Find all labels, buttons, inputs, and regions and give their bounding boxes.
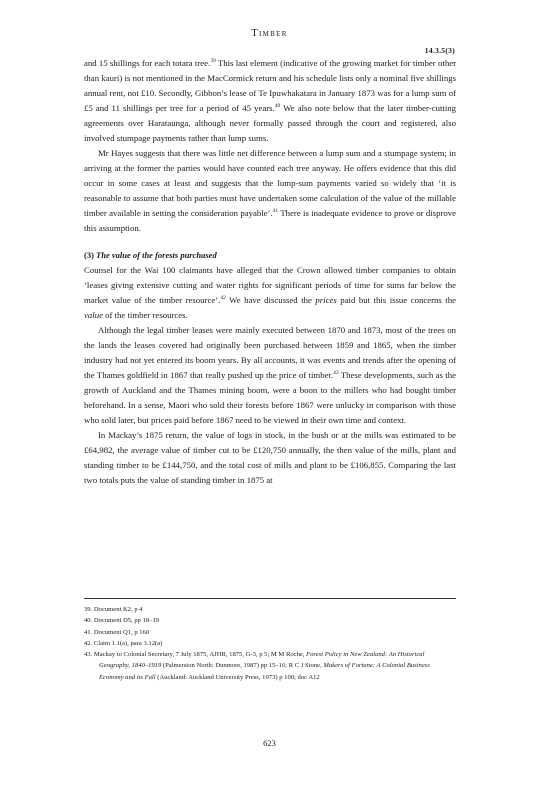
italic-text: Makers of Fortune: A Colonial Business Economy and its Fall (99, 662, 430, 681)
footnote-divider (84, 598, 456, 599)
footnote (84, 615, 456, 626)
text-run: 42. Claim 1.1(a), para 3.12(a) (84, 639, 163, 647)
text-run: This last element (indicative of the growing market for timber other than kauri) is not mentioned in the MacCormick return and his schedule lists only a nominal five shillings annual rent, not £10. Secondly, Gibbon’s lease of Te Ipuwhakatara in January 1873 was for a lump sum of £5 and 11 shillings per tree for a period of 45 years. (84, 58, 456, 113)
text-run: We have discussed the (225, 295, 316, 305)
text-run: These developments, such as the growth of Auckland and the Thames mining boom, were a boon to the millers who had bought timber beforehand. In a sense, Maori who sold their forests before 1867 were unlucky in comparison with those who sold later, but prices paid before 1867 need to be viewed in their own time and context. (84, 370, 456, 425)
subheading-number: (3) (84, 250, 94, 260)
footnote (84, 627, 456, 638)
text-run: and 15 shillings for each totara tree. (84, 58, 211, 68)
text-run: 41. Document Q1, p 160 (84, 628, 150, 636)
footnote-ref: 39 (210, 58, 216, 64)
paragraph (84, 428, 456, 488)
subheading-title: The value of the forests purchased (96, 250, 217, 260)
footnote-ref: 42 (220, 295, 226, 301)
text-run: Mr Hayes suggests that there was little net difference between a lump sum and a stumpage system; in arriving at the former the parties would have counted each tree anyway. He offers evidence that this did occur in some cases at least and suggests that the lump-sum payments varied so widely that ‘it is reasonable to assume that both parties must have undertaken some calculation of the value of the millable timber available in setting the consideration payable’. (84, 148, 456, 218)
footnote-ref: 40 (274, 103, 281, 109)
footnote (84, 638, 456, 649)
paragraph (84, 146, 456, 236)
body-text (84, 56, 456, 488)
italic-text: Forest Policy in New Zealand: An Historical Geography, 1840–1919 (99, 651, 425, 670)
paragraph (84, 263, 456, 323)
running-title: Timber (251, 28, 288, 39)
text-run: paid but this issue concerns the (336, 295, 456, 305)
section-reference: 14.3.5(3) (424, 46, 455, 55)
paragraph (84, 323, 456, 428)
text-run: Although the legal timber leases were mainly executed between 1870 and 1873, most of the trees on the lands the leases covered had originally been purchased between 1859 and 1865, when the timber industry had not yet entered its boom years. By all accounts, it was events and trends after the opening of the Thames goldfield in 1867 that really pushed up the price of timber. (84, 325, 456, 380)
text-run: of the timber resources. (102, 310, 188, 320)
text-run: (Auckland: Auckland University Press, 1973) p 100; doc A12 (155, 673, 320, 681)
page-number: 623 (263, 738, 276, 748)
section-subheading (84, 248, 456, 263)
text-run: 39. Document K2, p 4 (84, 606, 143, 613)
italic-text: prices (315, 295, 337, 305)
italic-text: value (84, 310, 103, 320)
text-run: There is inadequate evidence to prove or disprove this assumption. (84, 208, 456, 233)
text-run: In Mackay’s 1875 return, the value of logs in stock, in the bush or at the mills was estimated to be £64,982, the average value of timber cut to be £120,750 annually, the then value of the mills, plant and standing timber to be £144,750, and the total cost of mills and plant to be £106,855. Comparing the last two totals puts the value of standing timber in 1875 at (84, 430, 456, 485)
text-run: (Palmerston North: Dunmore, 1987) pp 15–16; R C J Stone, (161, 662, 324, 670)
text-run: We also note below that the later timber-cutting agreements over Harataunga, although never formally passed through the court and registered, also involved stumpage payments rather than lump sums. (84, 103, 456, 143)
footnote-ref: 43 (333, 370, 339, 376)
footnote (84, 604, 456, 615)
text-run: 43. Mackay to Colonial Secretary, 7 July 1875, AJHR, 1875, G-3, p 5; M M Roche, (84, 651, 307, 659)
footnote-ref: 41 (272, 208, 279, 214)
text-run: Counsel for the Wai 100 claimants have alleged that the Crown allowed timber companies to obtain ‘leases giving extensive cutting and water rights for significant periods of time for sums far below the market value of the timber resource’. (84, 265, 456, 305)
paragraph (84, 56, 456, 146)
text-run: 40. Document D5, pp 18–19 (84, 617, 160, 625)
footnote (84, 649, 456, 683)
footnotes (84, 604, 456, 683)
